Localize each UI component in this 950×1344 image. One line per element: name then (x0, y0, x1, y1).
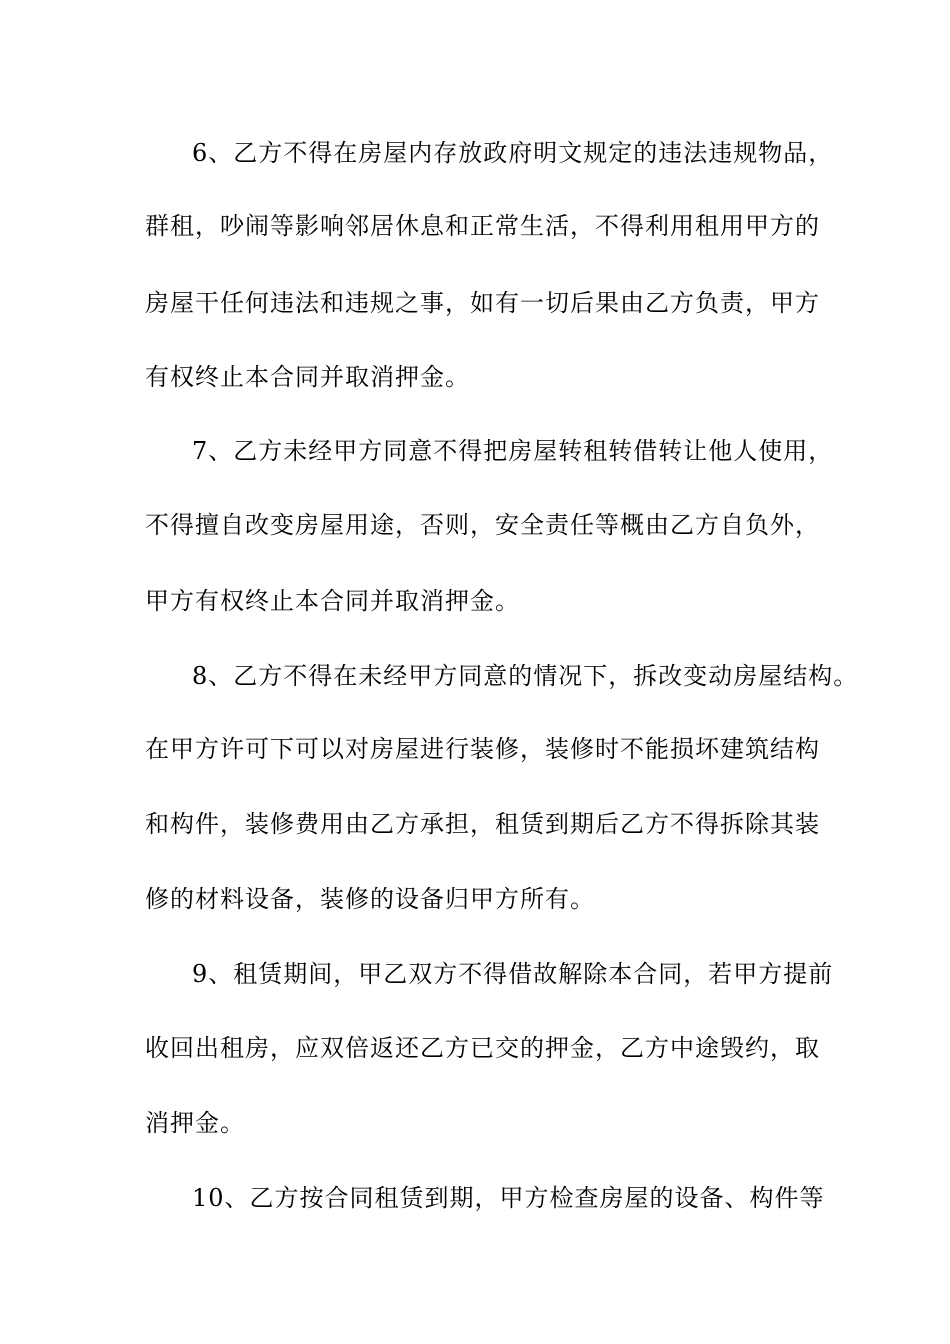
paragraph-9-line-3: 消押金。 (145, 1109, 245, 1137)
paragraph-8-line-2: 在甲方许可下可以对房屋进行装修，装修时不能损坏建筑结构 (145, 735, 820, 763)
paragraph-8-line-4: 修的材料设备，装修的设备归甲方所有。 (145, 885, 595, 913)
paragraph-6-line-2: 群租，吵闹等影响邻居休息和正常生活，不得利用租用甲方的 (145, 212, 820, 240)
paragraph-10-line-1: 10、乙方按合同租赁到期，甲方检查房屋的设备、构件等 (192, 1184, 825, 1212)
paragraph-7-line-2: 不得擅自改变房屋用途，否则，安全责任等概由乙方自负外， (145, 511, 820, 539)
paragraph-6-line-1: 6、乙方不得在房屋内存放政府明文规定的违法违规物品， (192, 139, 834, 167)
paragraph-9-line-1: 9、租赁期间，甲乙双方不得借故解除本合同，若甲方提前 (192, 960, 834, 988)
paragraph-7-line-1: 7、乙方未经甲方同意不得把房屋转租转借转让他人使用， (192, 437, 834, 465)
paragraph-6-line-3: 房屋干任何违法和违规之事，如有一切后果由乙方负责，甲方 (145, 289, 820, 317)
paragraph-7-line-3: 甲方有权终止本合同并取消押金。 (145, 587, 520, 615)
paragraph-6-line-4: 有权终止本合同并取消押金。 (145, 363, 470, 391)
paragraph-8-line-3: 和构件，装修费用由乙方承担，租赁到期后乙方不得拆除其装 (145, 810, 820, 838)
paragraph-9-line-2: 收回出租房，应双倍返还乙方已交的押金，乙方中途毁约，取 (145, 1034, 820, 1062)
paragraph-8-line-1: 8、乙方不得在未经甲方同意的情况下，拆改变动房屋结构。 (192, 662, 859, 690)
